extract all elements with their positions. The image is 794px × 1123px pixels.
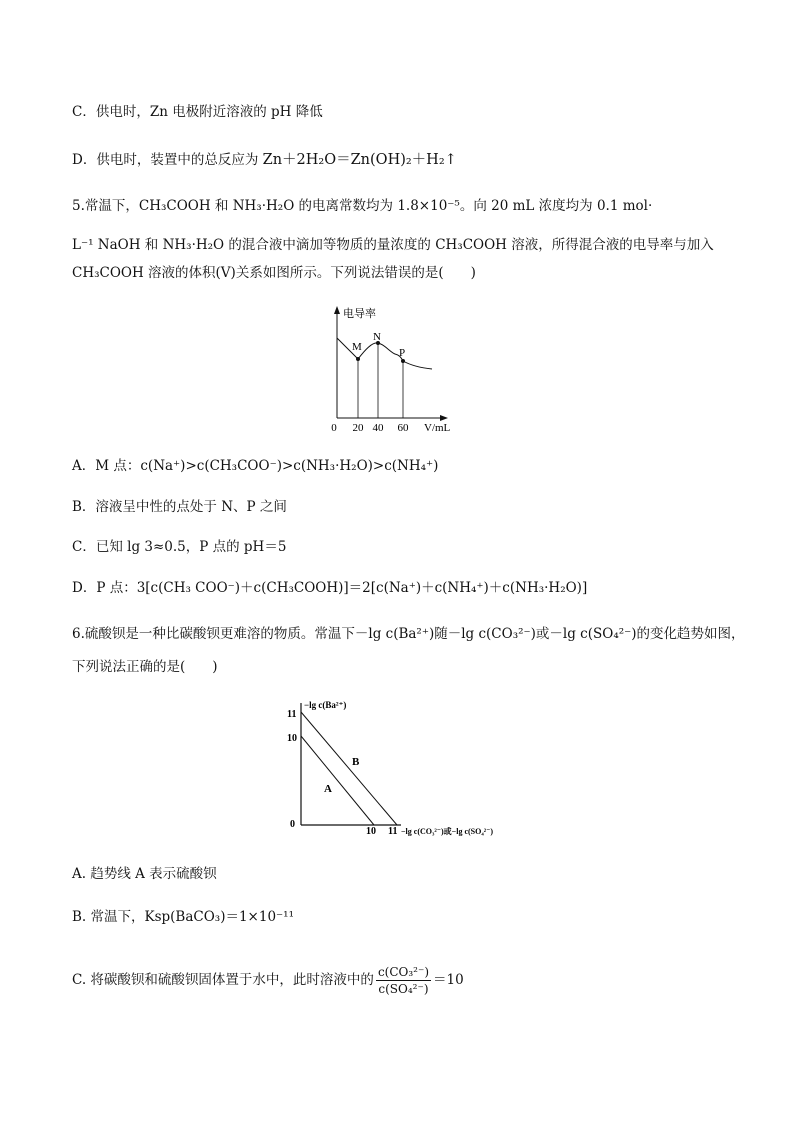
q6-origin-label: 0 — [290, 819, 295, 830]
q6-option-c-result: ＝10 — [433, 972, 464, 988]
q6-line-b — [301, 712, 397, 825]
q6-x-label: −lg c(CO₃²⁻)或−lg c(SO₄²⁻) — [401, 827, 494, 836]
q6-fraction-denominator: c(SO₄²⁻) — [378, 982, 429, 996]
q4-option-d-equation: Zn＋2H₂O＝Zn(OH)₂＋H₂↑ — [262, 152, 457, 168]
q6-y-label: −lg c(Ba²⁺) — [304, 700, 347, 710]
q6-y-tick-11: 11 — [287, 709, 297, 720]
q6-option-c — [72, 962, 464, 998]
q5-option-b: B．溶液呈中性的点处于 N、P 之间 — [72, 499, 287, 515]
q5-stem-line-1: 5.常温下，CH₃COOH 和 NH₃·H₂O 的电离常数均为 1.8×10⁻⁵。向 20 mL 浓度均为 0.1 mol· — [72, 198, 653, 214]
q4-option-d-text: D．供电时，装置中的总反应为 — [72, 152, 263, 168]
q5-option-c: C．已知 lg 3≈0.5，P 点的 pH＝5 — [72, 539, 287, 555]
q5-x-axis-arrow — [440, 415, 448, 421]
q5-point-m-label: M — [352, 341, 362, 353]
q5-y-axis-arrow — [334, 306, 340, 314]
q4-option-c: C．供电时，Zn 电极附近溶液的 pH 降低 — [72, 104, 323, 120]
q6-option-c-fraction — [376, 964, 431, 997]
q6-fraction-numerator: c(CO₃²⁻) — [377, 965, 429, 979]
q5-option-a: A．M 点：c(Na⁺)>c(CH₃COO⁻)>c(NH₃·H₂O)>c(NH₄⁺) — [72, 458, 439, 474]
q6-line-a — [301, 736, 374, 825]
q6-line-a-label: A — [324, 783, 332, 795]
q6-stem-line-2: 下列说法正确的是( ) — [72, 659, 218, 675]
q5-point-n-label: N — [373, 331, 381, 343]
q6-option-c-text: C. 将碳酸钡和硫酸钡固体置于水中，此时溶液中的 — [72, 972, 374, 988]
q5-stem-line-3: CH₃COOH 溶液的体积(V)关系如图所示。下列说法错误的是( ) — [72, 265, 476, 281]
q5-x-tick-60: 60 — [397, 422, 409, 434]
q4-option-d — [72, 151, 457, 169]
q5-x-tick-0: 0 — [331, 422, 337, 434]
q6-barium-graph — [284, 695, 534, 845]
q5-conductivity-graph — [320, 300, 480, 438]
q6-line-b-label: B — [352, 756, 360, 768]
q5-option-d: D．P 点：3[c(CH₃ COO⁻)＋c(CH₃COOH)]＝2[c(Na⁺)＋c(NH₄⁺)＋c(NH₃·H₂O)] — [72, 580, 588, 596]
q5-x-label: V/mL — [424, 422, 451, 434]
q5-stem-line-2: L⁻¹ NaOH 和 NH₃·H₂O 的混合液中滴加等物质的量浓度的 CH₃COOH 溶液，所得混合液的电导率与加入 — [72, 237, 714, 253]
q6-option-b: B. 常温下，Ksp(BaCO₃)＝1×10⁻¹¹ — [72, 909, 294, 925]
q5-x-tick-40: 40 — [372, 422, 384, 434]
q5-point-m-dot — [356, 357, 360, 361]
q5-point-p-dot — [401, 359, 405, 363]
q6-x-tick-10: 10 — [366, 826, 376, 837]
q5-y-label: 电导率 — [343, 308, 376, 320]
q6-stem-line-1: 6.硫酸钡是一种比碳酸钡更难溶的物质。常温下－lg c(Ba²⁺)随－lg c(CO₃²⁻)或－lg c(SO₄²⁻)的变化趋势如图， — [72, 626, 745, 642]
q5-point-p-label: P — [399, 347, 406, 359]
q5-x-tick-20: 20 — [352, 422, 364, 434]
q6-option-a: A. 趋势线 A 表示硫酸钡 — [72, 866, 217, 882]
q6-y-tick-10: 10 — [287, 733, 297, 744]
q6-x-tick-11: 11 — [388, 826, 398, 837]
